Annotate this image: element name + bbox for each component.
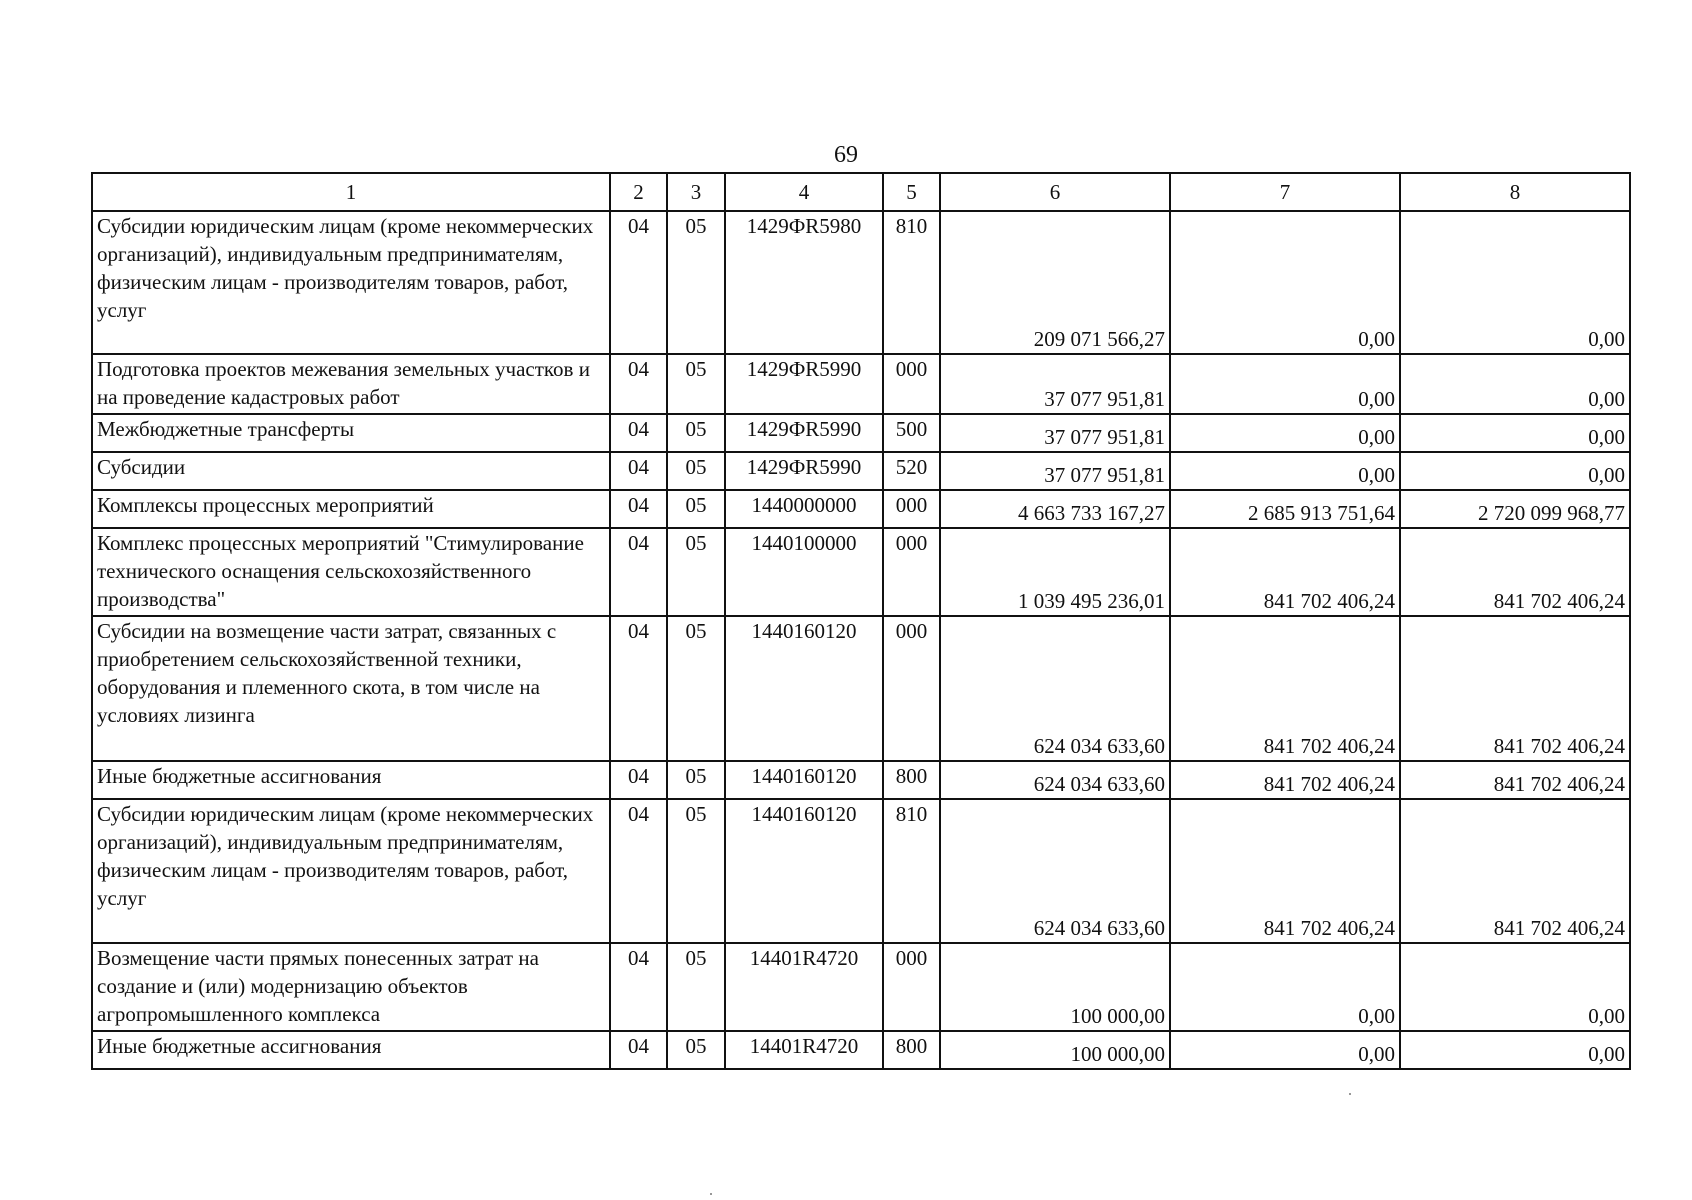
amount-col8-cell: 0,00	[1400, 354, 1630, 414]
row-name-cell: Подготовка проектов межевания земельных участков и на проведение кадастровых работ	[92, 354, 610, 414]
table-row	[92, 943, 1630, 1031]
amount-col8-cell: 0,00	[1400, 211, 1630, 354]
amount-col6-cell: 1 039 495 236,01	[940, 528, 1170, 616]
amount-col7-cell: 0,00	[1170, 414, 1400, 452]
amount-col6-cell: 4 663 733 167,27	[940, 490, 1170, 528]
expense-type-cell: 810	[883, 211, 940, 354]
amount-col7-cell: 0,00	[1170, 943, 1400, 1031]
table-row	[92, 1031, 1630, 1069]
amount-col8-cell: 0,00	[1400, 414, 1630, 452]
subsection-cell: 05	[667, 761, 725, 799]
section-cell: 04	[610, 761, 667, 799]
target-article-cell: 1440160120	[725, 616, 883, 761]
table-row	[92, 414, 1630, 452]
table-row	[92, 452, 1630, 490]
expense-type-cell: 000	[883, 490, 940, 528]
amount-col6-cell: 37 077 951,81	[940, 354, 1170, 414]
amount-col6-cell: 624 034 633,60	[940, 799, 1170, 943]
target-article-cell: 1440160120	[725, 799, 883, 943]
amount-col7-cell: 0,00	[1170, 354, 1400, 414]
target-article-cell: 1440000000	[725, 490, 883, 528]
budget-table	[91, 172, 1631, 1070]
target-article-cell: 1429ФR5990	[725, 452, 883, 490]
section-cell: 04	[610, 211, 667, 354]
table-row	[92, 616, 1630, 761]
expense-type-cell: 500	[883, 414, 940, 452]
page-number: 69	[834, 142, 858, 168]
row-name-cell: Межбюджетные трансферты	[92, 414, 610, 452]
amount-col8-cell: 841 702 406,24	[1400, 799, 1630, 943]
row-name-cell: Субсидии на возмещение части затрат, связанных с приобретением сельскохозяйственной техники, оборудования и племенного скота, в том числе на условиях лизинга	[92, 616, 610, 761]
section-cell: 04	[610, 616, 667, 761]
column-header: 6	[940, 173, 1170, 211]
expense-type-cell: 800	[883, 761, 940, 799]
target-article-cell: 1429ФR5990	[725, 414, 883, 452]
amount-col7-cell: 0,00	[1170, 1031, 1400, 1069]
section-cell: 04	[610, 1031, 667, 1069]
subsection-cell: 05	[667, 414, 725, 452]
expense-type-cell: 000	[883, 616, 940, 761]
column-header: 4	[725, 173, 883, 211]
amount-col7-cell: 841 702 406,24	[1170, 616, 1400, 761]
subsection-cell: 05	[667, 943, 725, 1031]
amount-col6-cell: 37 077 951,81	[940, 452, 1170, 490]
row-name-cell: Иные бюджетные ассигнования	[92, 1031, 610, 1069]
amount-col7-cell: 841 702 406,24	[1170, 761, 1400, 799]
row-name-cell: Субсидии юридическим лицам (кроме некоммерческих организаций), индивидуальным предпринимателям, физическим лицам - производителям товаров, работ, услуг	[92, 211, 610, 354]
target-article-cell: 1440100000	[725, 528, 883, 616]
subsection-cell: 05	[667, 799, 725, 943]
amount-col8-cell: 0,00	[1400, 1031, 1630, 1069]
amount-col7-cell: 2 685 913 751,64	[1170, 490, 1400, 528]
amount-col8-cell: 841 702 406,24	[1400, 616, 1630, 761]
table-row	[92, 354, 1630, 414]
amount-col8-cell: 841 702 406,24	[1400, 761, 1630, 799]
target-article-cell: 1429ФR5980	[725, 211, 883, 354]
section-cell: 04	[610, 528, 667, 616]
subsection-cell: 05	[667, 490, 725, 528]
expense-type-cell: 000	[883, 528, 940, 616]
row-name-cell: Субсидии юридическим лицам (кроме некоммерческих организаций), индивидуальным предпринимателям, физическим лицам - производителям товаров, работ, услуг	[92, 799, 610, 943]
table-row	[92, 490, 1630, 528]
column-header: 8	[1400, 173, 1630, 211]
amount-col8-cell: 0,00	[1400, 943, 1630, 1031]
subsection-cell: 05	[667, 1031, 725, 1069]
amount-col6-cell: 624 034 633,60	[940, 616, 1170, 761]
amount-col6-cell: 100 000,00	[940, 943, 1170, 1031]
section-cell: 04	[610, 452, 667, 490]
section-cell: 04	[610, 490, 667, 528]
amount-col6-cell: 100 000,00	[940, 1031, 1170, 1069]
expense-type-cell: 000	[883, 943, 940, 1031]
table-row	[92, 799, 1630, 943]
column-header: 3	[667, 173, 725, 211]
amount-col6-cell: 37 077 951,81	[940, 414, 1170, 452]
subsection-cell: 05	[667, 211, 725, 354]
target-article-cell: 14401R4720	[725, 943, 883, 1031]
amount-col7-cell: 841 702 406,24	[1170, 799, 1400, 943]
row-name-cell: Возмещение части прямых понесенных затрат на создание и (или) модернизацию объектов агропромышленного комплекса	[92, 943, 610, 1031]
subsection-cell: 05	[667, 528, 725, 616]
subsection-cell: 05	[667, 452, 725, 490]
row-name-cell: Комплексы процессных мероприятий	[92, 490, 610, 528]
table-row	[92, 528, 1630, 616]
scan-speck	[710, 1193, 712, 1195]
amount-col8-cell: 841 702 406,24	[1400, 528, 1630, 616]
column-header: 7	[1170, 173, 1400, 211]
expense-type-cell: 810	[883, 799, 940, 943]
scan-speck	[1349, 1093, 1351, 1095]
target-article-cell: 1440160120	[725, 761, 883, 799]
amount-col8-cell: 0,00	[1400, 452, 1630, 490]
target-article-cell: 1429ФR5990	[725, 354, 883, 414]
subsection-cell: 05	[667, 354, 725, 414]
column-header: 2	[610, 173, 667, 211]
table-row	[92, 211, 1630, 354]
table-header-row	[92, 173, 1630, 211]
amount-col7-cell: 0,00	[1170, 452, 1400, 490]
column-header: 1	[92, 173, 610, 211]
table-row	[92, 761, 1630, 799]
row-name-cell: Иные бюджетные ассигнования	[92, 761, 610, 799]
expense-type-cell: 800	[883, 1031, 940, 1069]
column-header: 5	[883, 173, 940, 211]
section-cell: 04	[610, 799, 667, 943]
amount-col7-cell: 0,00	[1170, 211, 1400, 354]
section-cell: 04	[610, 354, 667, 414]
target-article-cell: 14401R4720	[725, 1031, 883, 1069]
subsection-cell: 05	[667, 616, 725, 761]
amount-col8-cell: 2 720 099 968,77	[1400, 490, 1630, 528]
section-cell: 04	[610, 414, 667, 452]
amount-col7-cell: 841 702 406,24	[1170, 528, 1400, 616]
amount-col6-cell: 624 034 633,60	[940, 761, 1170, 799]
expense-type-cell: 000	[883, 354, 940, 414]
amount-col6-cell: 209 071 566,27	[940, 211, 1170, 354]
row-name-cell: Субсидии	[92, 452, 610, 490]
expense-type-cell: 520	[883, 452, 940, 490]
row-name-cell: Комплекс процессных мероприятий "Стимулирование технического оснащения сельскохозяйственного производства"	[92, 528, 610, 616]
section-cell: 04	[610, 943, 667, 1031]
